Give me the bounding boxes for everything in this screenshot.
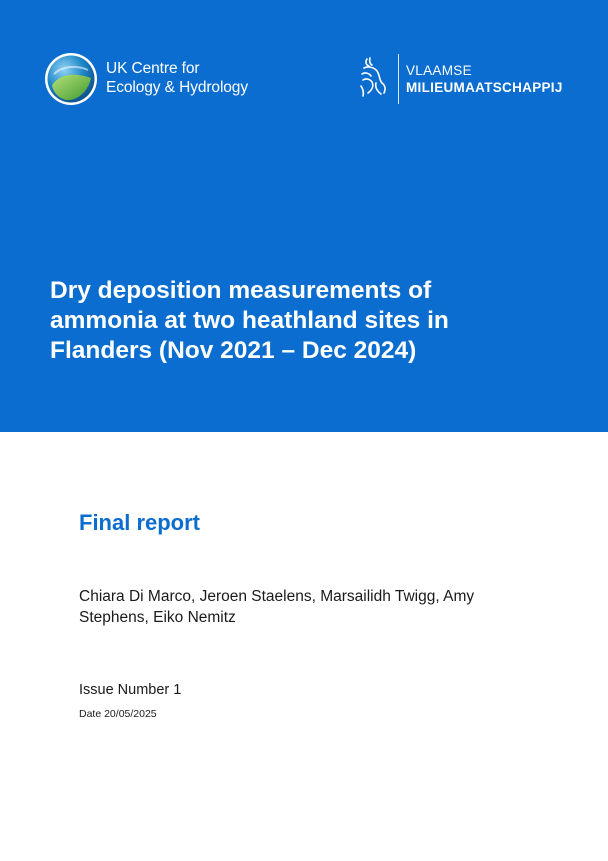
- ukceh-line1: UK Centre for: [106, 60, 200, 77]
- vmm-line2: MILIEUMAATSCHAPPIJ: [406, 80, 563, 95]
- vmm-logo: [358, 52, 588, 108]
- report-authors: Chiara Di Marco, Jeroen Staelens, Marsailidh Twigg, Amy Stephens, Eiko Nemitz: [79, 588, 475, 626]
- vmm-divider: [398, 54, 399, 104]
- ukceh-globe-icon: [44, 52, 98, 106]
- issue-number: Issue Number 1: [79, 682, 182, 698]
- ukceh-logo: [44, 52, 284, 108]
- ukceh-line2: Ecology & Hydrology: [106, 79, 248, 96]
- vmm-line1: VLAAMSE: [406, 63, 472, 78]
- report-subtitle: Final report: [79, 510, 201, 535]
- vmm-wordmark: [406, 62, 563, 96]
- report-title: Dry deposition measurements of ammonia at two heathland sites in Flanders (Nov 2021 – Dec 2024): [50, 277, 449, 364]
- vmm-lion-icon: [358, 56, 390, 98]
- ukceh-wordmark: [106, 59, 248, 97]
- report-date: Date 20/05/2025: [79, 708, 157, 720]
